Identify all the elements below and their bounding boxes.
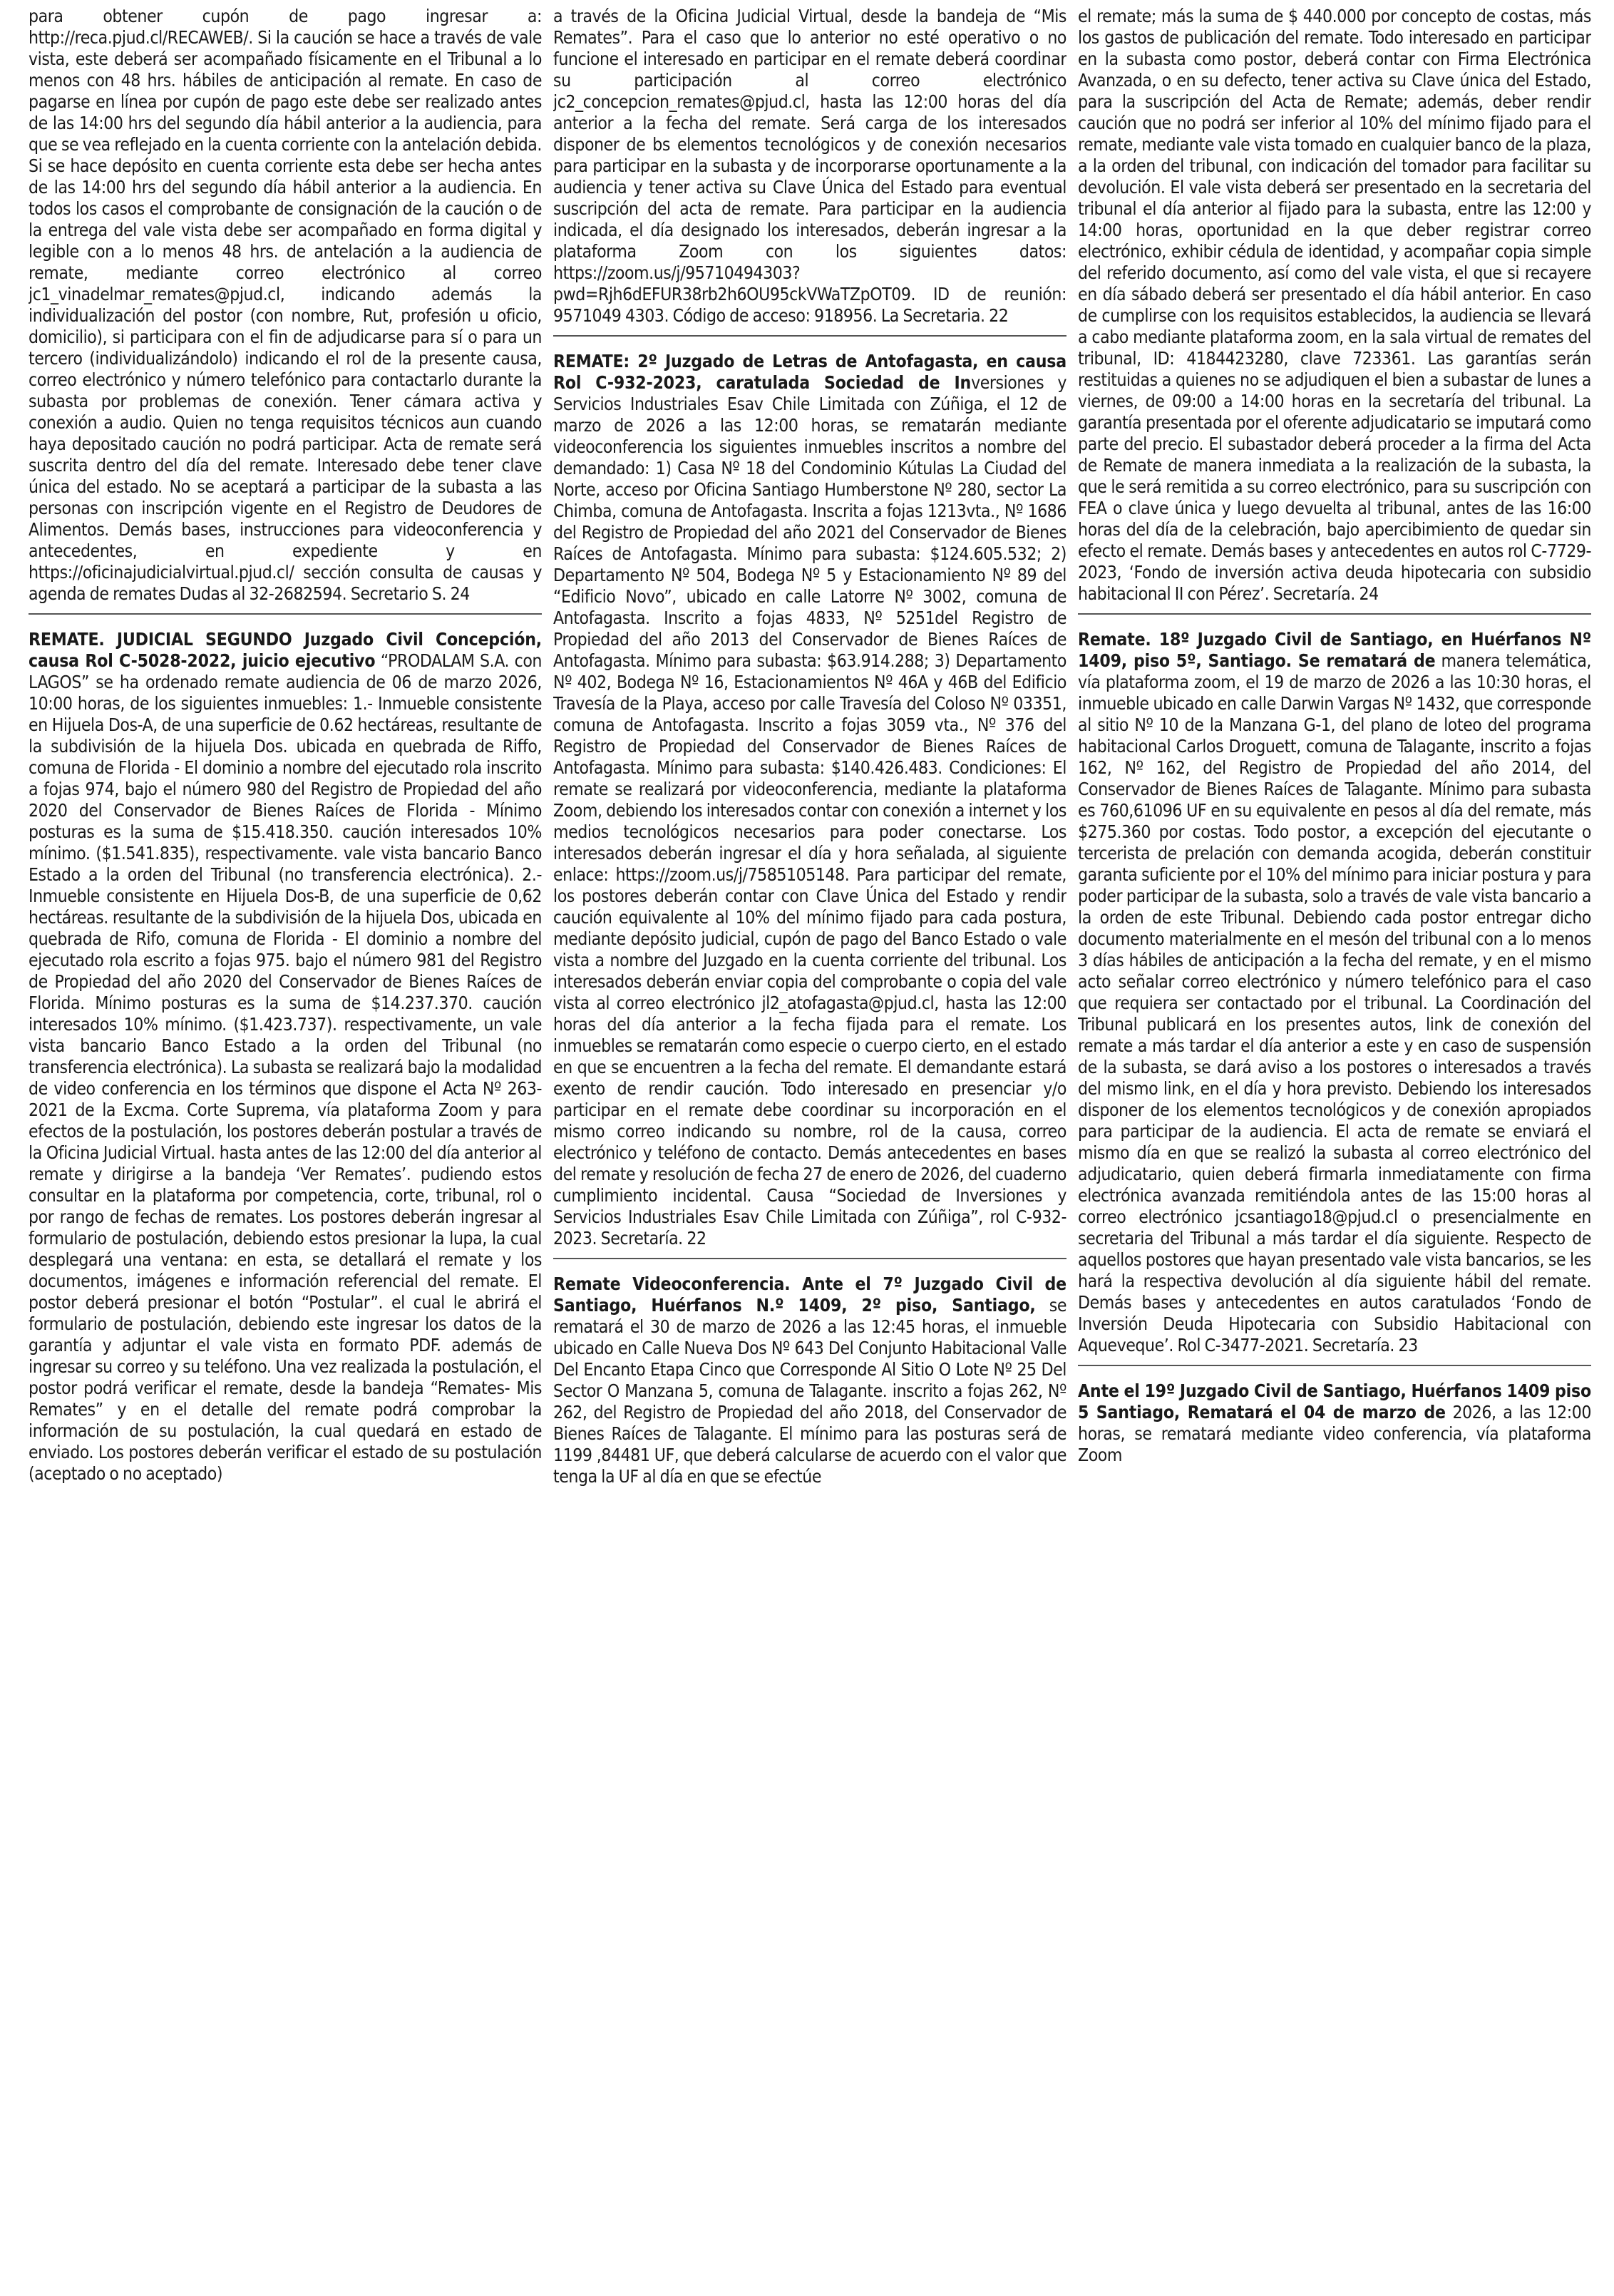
notice-paragraph [1078,1380,1591,1466]
notice-paragraph [553,351,1066,1249]
notice-body: versiones y Servicios Industriales Esav Chile Limitada con Zúñiga, el 12 de marzo de 2026 a las 12:00 horas, se rematarán mediante videoconferencia los siguientes inmuebles inscritos a nombre del demandado: 1) Casa Nº 18 del Condominio Kútulas La Ciudad del Norte, acceso por Oficina Santiago Humberstone Nº 280, sector La Chimba, comuna de Antofagasta. Inscrita a fojas 1213vta., Nº 1686 del Registro de Propiedad del año 2021 del Conservador de Bienes Raíces de Antofagasta. Mínimo para subasta: $124.605.532; 2) Departamento Nº 504, Bodega Nº 5 y Estacionamiento Nº 89 del “Edificio Novo”, ubicado en calle Latorre Nº 3002, comuna de Antofagasta. Inscrito a fojas 4833, Nº 5251del Registro de Propiedad del año 2013 del Conservador de Bienes Raíces de Antofagasta. Mínimo para subasta: $63.914.288; 3) Departamento Nº 402, Bodega Nº 16, Estacionamientos Nº 46A y 46B del Edificio Travesía de la Playa, acceso por calle Travesía del Coloso Nº 03351, comuna de Antofagasta. Inscrito a fojas 3059 vta., Nº 376 del Registro de Propiedad del Conservador de Bienes Raíces de Antofagasta. Mínimo para subasta: $140.426.483. Condiciones: El remate se realizará por videoconferencia, mediante la plataforma Zoom, debiendo los interesados contar con conexión a internet y los medios tecnológicos necesarios para poder conectarse. Los interesados deberán ingresar el día y hora señalada, al siguiente enlace: https://zoom.us/j/7585105148. Para participar del remate, los postores deberán contar con Clave Única del Estado y rendir caución equivalente al 10% del mínimo fijado para cada postura, mediante depósito judicial, cupón de pago del Banco Estado o vale vista a nombre del Juzgado en la cuenta corriente del tribunal. Los interesados deberán enviar copia del comprobante o copia del vale vista al correo electrónico jl2_atofagasta@pjud.cl, hasta las 12:00 horas del día anterior a la fecha fijada para el remate. Los inmuebles se rematarán como especie o cuerpo cierto, en el estado en que se encuentren a la fecha del remate. El demandante estará exento de rendir caución. Todo interesado en presenciar y/o participar en el remate debe coordinar su incorporación en el mismo correo indicando su nombre, rol de la causa, correo electrónico y teléfono de contacto. Demás antecedentes en bases del remate y resolución de fecha 27 de enero de 2026, del cuaderno cumplimiento incidental. Causa “Sociedad de Inversiones y Servicios Industriales Esav Chile Limitada con Zúñiga”, rol C-932-2023. Secretaría. 22 [553,372,1066,1249]
notice-body: a través de la Oficina Judicial Virtual, desde la bandeja de “Mis Remates”. Para el caso que lo anterior no esté operativo o no funcione el interesado en participar en el remate deberá coordinar su participación al correo electrónico jc2_concepcion_remates@pjud.cl, hasta las 12:00 horas del día anterior a la fecha del remate. Será carga de los interesados disponer de bs elementos tecnológicos y de conexión necesarios para participar en la subasta y de incorporarse oportunamente a la audiencia y tener activa su Clave Única del Estado para eventual suscripción del acta de remate. Para participar en la audiencia indicada, el día designado los interesados, deberán ingresar a la plataforma Zoom con los siguientes datos: https://zoom.us/j/95710494303?pwd=Rjh6dEFUR38rb2h6OU95ckVWaTZpOT09. ID de reunión: 9571049 4303. Código de acceso: 918956. La Secretaria. 22 [553,6,1066,326]
notice-separator [553,1258,1066,1259]
notice-heading: REMATE: 2º Juzgado de Letras de Antofagasta, en causa Rol C-932-2023, caratulada Sociedad de In [553,351,1066,393]
notice-19-juzgado-santiago [1078,1380,1591,1466]
notice-18-juzgado-santiago [1078,629,1591,1356]
column-3 [1078,6,1591,2290]
notice-separator [553,335,1066,337]
notice-body: para obtener cupón de pago ingresar a: http://reca.pjud.cl/RECAWEB/. Si la caución se hace a través de vale vista, este deberá ser acompañado físicamente en el Tribunal a lo menos con 48 hrs. hábiles de anticipación al remate. En caso de pagarse en línea por cupón de pago este debe ser realizado antes de las 14:00 hrs del segundo día hábil anterior a la audiencia, para que se vea reflejado en la cuenta corriente con la antelación debida. Si se hace depósito en cuenta corriente esta debe ser hecha antes de las 14:00 hrs del segundo día hábil anterior a la audiencia. En todos los casos el comprobante de consignación de la caución o de la entrega del vale vista debe ser acompañado en forma digital y legible con a lo menos 48 hrs. de antelación a la audiencia de remate, mediante correo electrónico al correo jc1_vinadelmar_remates@pjud.cl, indicando además la individualización del postor (con nombre, Rut, profesión u oficio, domicilio), si participara con el fin de adjudicarse para sí o para un tercero (individualizándolo) indicando el rol de la presente causa, correo electrónico y número telefónico para contactarlo durante la subasta por problemas de conexión. Tener cámara activa y conexión a audio. Quien no tenga requisitos técnicos aun cuando haya depositado caución no podrá participar. Acta de remate será suscrita dentro del día del remate. Interesado debe tener clave única del estado. No se aceptará a participar de la subasta a las personas con inscripción vigente en el Registro de Deudores de Alimentos. Demás bases, instrucciones para videoconferencia y antecedentes, en expediente y en https://oficinajudicialvirtual.pjud.cl/ sección consulta de causas y agenda de remates Dudas al 32-2682594. Secretario S. 24 [29,6,542,604]
notice-body: el remate; más la suma de $ 440.000 por concepto de costas, más los gastos de publicación del remate. Todo interesado en participar en la subasta como postor, deberá contar con Firma Electrónica Avanzada, o en su defecto, tener activa su Clave única del Estado, para la suscripción del Acta de Remate; además, deber rendir caución que no podrá ser inferior al 10% del mínimo fijado para el remate, mediante vale vista tomado en cualquier banco de la plaza, a la orden del tribunal, con indicación del tomador para facilitar su devolución. El vale vista deberá ser presentado en la secretaria del tribunal el día anterior al fijado para la subasta, entre las 12:00 y 14:00 horas, oportunidad en la que deber registrar correo electrónico, exhibir cédula de identidad, y acompañar copia simple del referido documento, así como del vale vista, el que si recayere en día sábado deberá ser presentado el día hábil anterior. En caso de cumplirse con los requisitos establecidos, la audiencia se llevará a cabo mediante plataforma zoom, en la sala virtual de remates del tribunal, ID: 4184423280, clave 723361. Las garantías serán restituidas a quienes no se adjudiquen el bien a subastar de lunes a viernes, de 09:00 a 14:00 horas en la secretaría del tribunal. La garantía presentada por el oferente adjudicatario se imputará como parte del precio. El subastador deberá proceder a la firma del Acta de Remate de manera inmediata a la realización de la subasta, la que le será remitida a su correo electrónico, para su suscripción con FEA o clave única y luego devuelta al tribunal, antes de las 16:00 horas del día de la celebración, bajo apercibimiento de quedar sin efecto el remate. Demás bases y antecedentes en autos rol C-7729-2023, ‘Fondo de inversión activa deuda hipotecaria con subsidio habitacional II con Pérez’. Secretaría. 24 [1078,6,1591,604]
notice-paragraph [29,629,542,1485]
notice-heading: Ante el 19º Juzgado Civil de Santiago, Huérfanos 1409 piso 5 Santiago, Rematará el 04 de marzo de [1078,1380,1591,1423]
column-2 [553,6,1066,2290]
notice-separator [29,613,542,615]
notice-paragraph [553,1273,1066,1487]
notice-body: “PRODALAM S.A. con LAGOS” se ha ordenado remate audiencia de 06 de marzo 2026, 10:00 horas, de los siguientes inmuebles: 1.- Inmueble consistente en Hijuela Dos-A, de una superficie de 0.62 hectáreas, resultante de la subdivisión de la hijuela Dos. ubicada en quebrada de Riffo, comuna de Florida - El dominio a nombre del ejecutado rola inscrito a fojas 974, bajo el número 980 del Registro de Propiedad del año 2020 del Conservador de Bienes Raíces de Florida - Mínimo posturas es la suma de $15.418.350. caución interesados 10% mínimo. ($1.541.835), respectivamente. vale vista bancario Banco Estado a la orden del Tribunal (no transferencia electrónica). 2.- Inmueble consistente en Hijuela Dos-B, de una superficie de 0,62 hectáreas. resultante de la subdivisión de la hijuela Dos, ubicada en quebrada de Rifo, comuna de Florida - El dominio a nombre del ejecutado rola escrito a fojas 975. bajo el número 981 del Registro de Propiedad del año 2020 del Conservador de Bienes Raíces de Florida. Mínimo posturas es la suma de $14.237.370. caución interesados 10% mínimo. ($1.423.737). respectivamente, un vale vista bancario Banco Estado a la orden del Tribunal (no transferencia electrónica). La subasta se realizará bajo la modalidad de video conferencia en los términos que dispone el Acta Nº 263-2021 de la Excma. Corte Suprema, vía plataforma Zoom y para efectos de la postulación, los postores deberán postular a través de la Oficina Judicial Virtual. hasta antes de las 12:00 del día anterior al remate y dirigirse a la bandeja ‘Ver Remates’. pudiendo estos consultar en la plataforma por competencia, corte, tribunal, rol o por rango de fechas de remates. Los postores deberán ingresar al formulario de postulación, debiendo estos presionar la lupa, la cual desplegará una ventana: en esta, se detallará el remate y los documentos, imágenes e información referencial del remate. El postor deberá presionar el botón “Postular”. el cual le abrirá el formulario de postulación, debiendo este ingresar los datos de la garantía y adjuntar el vale vista en formato PDF. además de ingresar su correo y su teléfono. Una vez realizada la postulación, el postor podrá verificar el remate, desde la bandeja “Remates- Mis Remates” y en el detalle del remate podrá comprobar la información de su postulación, la cual quedará en estado de enviado. Los postores deberán verificar el estado de su postulación (aceptado o no aceptado) [29,650,542,1484]
notice-7-juzgado-santiago [553,1273,1066,1487]
notice-heading: Remate Videoconferencia. Ante el 7º Juzgado Civil de Santiago, Huérfanos N.º 1409, 2º piso, Santiago, [553,1273,1066,1316]
notice-separator [1078,1365,1591,1366]
notice-body: se rematará el 30 de marzo de 2026 a las 12:45 horas, el inmueble ubicado en Calle Nueva Dos Nº 643 Del Conjunto Habitacional Valle Del Encanto Etapa Cinco que Corresponde Al Sitio O Lote Nº 25 Del Sector O Manzana 5, comuna de Talagante. inscrito a fojas 262, Nº 262, del Registro de Propiedad del año 2018, del Conservador de Bienes Raíces de Talagante. El mínimo para las posturas será de 1199 ,84481 UF, que deberá calcularse de acuerdo con el valor que tenga la UF al día en que se efectúe [553,1295,1066,1487]
notice-continued-concepcion [553,6,1066,327]
notice-2-juzgado-concepcion [29,629,542,1485]
notice-separator [1078,613,1591,615]
notice-continued-7-juzgado [1078,6,1591,605]
notice-continued-vina-del-mar [29,6,542,605]
notice-2-juzgado-antofagasta [553,351,1066,1249]
notice-heading: REMATE. JUDICIAL SEGUNDO Juzgado Civil Concepción, causa Rol C-5028-2022, juicio ejecutivo [29,629,542,671]
notice-heading: Remate. 18º Juzgado Civil de Santiago, en Huérfanos Nº 1409, piso 5º, Santiago. Se rematará de [1078,629,1591,671]
notice-paragraph [1078,629,1591,1356]
notice-body: 2026, a las 12:00 horas, se rematará mediante video conferencia, vía plataforma Zoom [1078,1402,1591,1465]
notice-body: manera telemática, vía plataforma zoom, el 19 de marzo de 2026 a las 10:30 horas, el inmueble ubicado en calle Darwin Vargas Nº 1432, que corresponde al sitio Nº 10 de la Manzana G-1, del plano de loteo del programa habitacional Carlos Droguett, comuna de Talagante, inscrito a fojas 162, Nº 162, del Registro de Propiedad del año 2014, del Conservador de Bienes Raíces de Talagante. Mínimo para subasta es 760,61096 UF en su equivalente en pesos al día del remate, más $275.360 por costas. Todo postor, a excepción del ejecutante o tercerista de prelación con demanda acogida, deberán constituir garanta suficiente por el 10% del mínimo para iniciar postura y para poder participar de la subasta, solo a través de vale vista bancario a la orden de este Tribunal. Debiendo cada postor entregar dicho documento materialmente en el mesón del tribunal con a lo menos 3 días hábiles de anticipación a la fecha del remate, y en el mismo acto señalar correo electrónico y número telefónico para el caso que requiera ser contactado por el tribunal. La Coordinación del Tribunal publicará en los presentes autos, link de conexión del remate a más tardar el día anterior a este y en caso de suspensión de la subasta, se dará aviso a los postores o interesados a través del mismo link, en el día y hora previsto. Debiendo los interesados disponer de los elementos tecnológicos y de conexión apropiados para participar de la audiencia. El acta de remate se enviará el mismo día en que se realizó la subasta al correo electrónico del adjudicatario, quien deberá firmarla inmediatamente con firma electrónica avanzada remitiéndola antes de las 15:00 horas al correo electrónico jcsantiago18@pjud.cl o presencialmente en secretaria del Tribunal a más tardar el día siguiente. Respecto de aquellos postores que hayan presentado vale vista bancarios, se les hará la respectiva devolución al día siguiente hábil del remate. Demás bases y antecedentes en autos caratulados ‘Fondo de Inversión Deuda Hipotecaria con Subsidio Habitacional con Aqueveque’. Rol C-3477-2021. Secretaría. 23 [1078,650,1591,1355]
column-1 [29,6,542,2290]
